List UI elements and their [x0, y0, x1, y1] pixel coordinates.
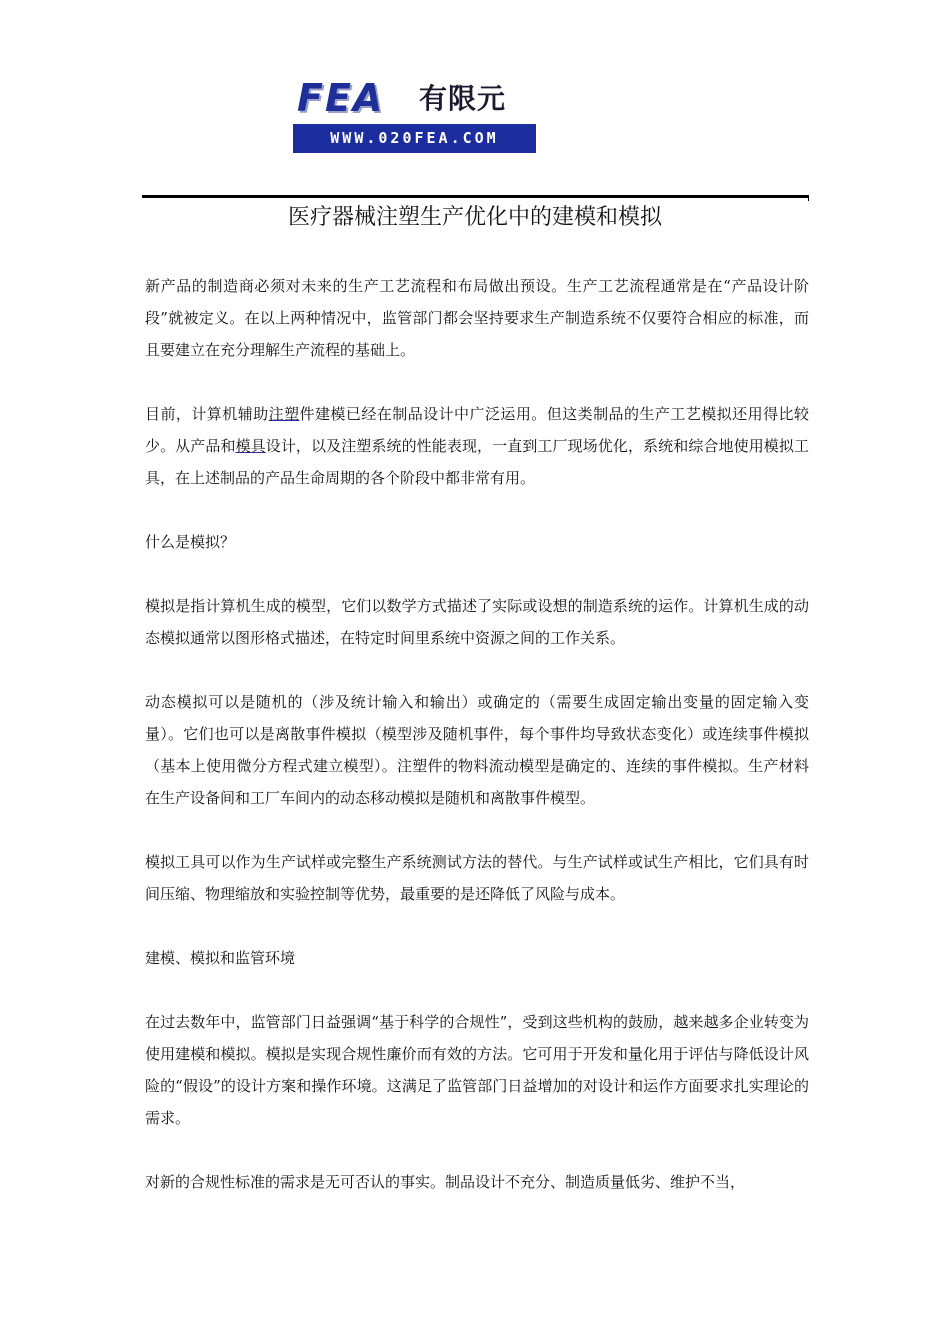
link-injection-molding[interactable]: 注塑	[268, 405, 300, 423]
paragraph-2-part-a: 目前，计算机辅助	[145, 405, 269, 423]
paragraph-3: 模拟是指计算机生成的模型，它们以数学方式描述了实际或设想的制造系统的运作。计算机生成的动态模拟通常以图形格式描述，在特定时间里系统中资源之间的工作关系。	[145, 597, 809, 647]
paragraph-2	[145, 398, 809, 494]
fea-logo	[293, 72, 536, 153]
logo-top-band	[293, 72, 536, 124]
article-title: 医疗器械注塑生产优化中的建模和模拟	[287, 205, 662, 230]
paragraph-2-part-c: 设计，以及注塑系统的性能表现，一直到工厂现场优化，系统和综合地使用模拟工具，在上述制品的产品生命周期的各个阶段中都非常有用。	[145, 437, 809, 487]
paragraph-1: 新产品的制造商必须对未来的生产工艺流程和布局做出预设。生产工艺流程通常是在“产品设计阶段”就被定义。在以上两种情况中，监管部门都会坚持要求生产制造系统不仅要符合相应的标准，而且要建立在充分理解生产流程的基础上。	[145, 277, 809, 359]
paragraph-2-part-b: 件建模已经在制品设计中广泛运用。但这类制品的生产工艺模拟还用得比较少。从产品和	[145, 405, 809, 455]
article-body	[145, 270, 809, 1230]
link-mold[interactable]: 模具	[235, 437, 266, 455]
header-rule	[142, 195, 808, 198]
logo-url-text: WWW.020FEA.COM	[293, 124, 536, 153]
header-rule-tick	[808, 195, 809, 201]
logo-chinese-text: 有限元	[419, 82, 507, 115]
paragraph-4: 动态模拟可以是随机的（涉及统计输入和输出）或确定的（需要生成固定输出变量的固定输入变量）。它们也可以是离散事件模拟（模型涉及随机事件，每个事件均导致状态变化）或连续事件模拟（基本上使用微分方程式建立模型）。注塑件的物料流动模型是确定的、连续的事件模拟。生产材料在生产设备间和工厂车间内的动态移动模拟是随机和离散事件模型。	[145, 693, 809, 807]
section-heading-regulatory: 建模、模拟和监管环境	[145, 949, 296, 967]
logo-brand-text: FEA	[297, 76, 385, 120]
section-heading-what-is-simulation: 什么是模拟？	[145, 533, 236, 551]
paragraph-6: 在过去数年中，监管部门日益强调“基于科学的合规性”，受到这些机构的鼓励，越来越多企业转变为使用建模和模拟。模拟是实现合规性廉价而有效的方法。它可用于开发和量化用于评估与降低设计风险的“假设”的设计方案和操作环境。这满足了监管部门日益增加的对设计和运作方面要求扎实理论的需求。	[145, 1013, 809, 1127]
paragraph-7: 对新的合规性标准的需求是无可否认的事实。制品设计不充分、制造质量低劣、维护不当，	[145, 1173, 746, 1191]
paragraph-5: 模拟工具可以作为生产试样或完整生产系统测试方法的替代。与生产试样或试生产相比，它们具有时间压缩、物理缩放和实验控制等优势，最重要的是还降低了风险与成本。	[145, 853, 809, 903]
